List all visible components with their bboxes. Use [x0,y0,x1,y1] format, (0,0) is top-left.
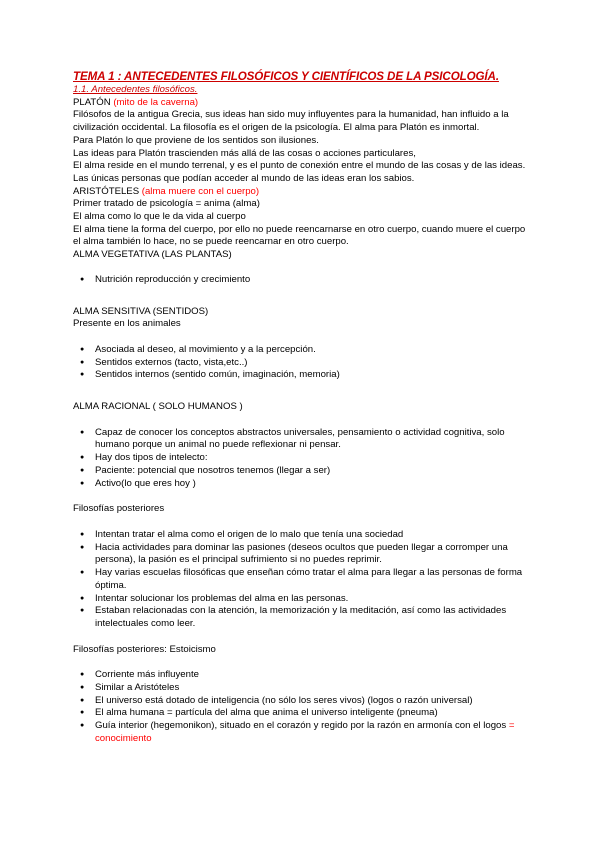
list-item: ● Intentan tratar el alma como el origen de lo malo que tenía una sociedad [73,529,533,542]
list-item: ● Sentidos externos (tacto, vista,etc..) [73,357,533,370]
aristoteles-heading [73,186,533,199]
platon-paragraph: El alma reside en el mundo terrenal, y es el punto de conexión entre el mundo de las cosas y de las ideas. [73,160,526,172]
list-item: ● Activo(lo que eres hoy ) [73,478,533,491]
platon-heading [73,97,533,110]
list-item: ● Intentar solucionar los problemas del alma en las personas. [73,593,533,606]
vegetativa-heading: ALMA VEGETATIVA (LAS PLANTAS) [73,249,232,261]
sensitiva-heading: ALMA SENSITIVA (SENTIDOS) [73,305,209,317]
platon-paragraph: Para Platón lo que proviene de los sentidos son ilusiones. [73,134,319,146]
list-item: ● Capaz de conocer los conceptos abstractos universales, pensamiento o actividad cognitiva, solo humano porque un animal no puede reflexionar ni pensar. [73,427,533,452]
sensitiva-list [73,344,533,382]
section-subtitle: 1.1. Antecedentes filosóficos. [73,84,198,95]
conocimiento-highlight: = conocimiento [95,720,515,744]
vegetativa-list [73,274,533,287]
posteriores-heading: Filosofías posteriores [73,503,165,515]
document-title: TEMA 1 : ANTECEDENTES FILOSÓFICOS Y CIENTÍFICOS DE LA PSICOLOGÍA. [73,70,499,83]
posteriores-list [73,529,533,631]
list-item: ● Estaban relacionadas con la atención, la memorización y la meditación, así como las actividades intelectuales como leer. [73,605,533,630]
estoicismo-list [73,669,533,745]
list-item: ● Paciente: potencial que nosotros tenemos (llegar a ser) [73,465,533,478]
platon-name: PLATÓN [73,96,111,108]
aristoteles-name: ARISTÓTELES [73,185,140,197]
aristoteles-note: (alma muere con el cuerpo) [141,185,260,197]
list-item: ● Asociada al deseo, al movimiento y a la percepción. [73,344,533,357]
aristoteles-paragraph: El alma tiene la forma del cuerpo, por ello no puede reencarnarse en otro cuerpo, cuando muere el cuerpo el alma también lo hace, no se puede reencarnar en otro cuerpo. [73,223,526,248]
list-item: ● El universo está dotado de inteligencia (no sólo los seres vivos) (logos o razón universal) [73,695,533,708]
list-item: ● Sentidos internos (sentido común, imaginación, memoria) [73,369,533,382]
racional-list [73,427,533,491]
list-item-text: Guía interior (hegemonikon), situado en el corazón y regido por la razón en armonía con el logos [95,720,507,732]
list-item: ● Hay varias escuelas filosóficas que enseñan cómo tratar el alma para llegar a las personas de forma óptima. [73,567,533,592]
sensitiva-subheading: Presente en los animales [73,318,181,330]
list-item: ● Corriente más influyente [73,669,533,682]
list-item: ● Hacia actividades para dominar las pasiones (deseos ocultos que pueden llegar a corromper una persona), la pasión es el principal sufrimiento si no puedes reprimir. [73,542,533,567]
list-item: ● Hay dos tipos de intelecto: [73,452,533,465]
platon-paragraph: Las únicas personas que podían acceder al mundo de las ideas eran los sabios. [73,172,415,184]
list-item [73,720,533,745]
list-item: ● El alma humana = partícula del alma que anima el universo inteligente (pneuma) [73,707,533,720]
platon-paragraph: Filósofos de la antigua Grecia, sus ideas han sido muy influyentes para la humanidad, han influido a la civilización occidental. La filosofía es el origen de la psicología. El alma para Platón es inmortal. [73,109,509,134]
platon-note: (mito de la caverna) [113,96,199,108]
racional-heading: ALMA RACIONAL ( SOLO HUMANOS ) [73,401,243,413]
platon-paragraph: Las ideas para Platón trascienden más allá de las cosas o acciones particulares, [73,147,416,159]
aristoteles-paragraph: El alma como lo que le da vida al cuerpo [73,211,246,223]
aristoteles-paragraph: Primer tratado de psicología = anima (alma) [73,198,260,210]
list-item: ● Nutrición reproducción y crecimiento [73,274,533,287]
estoicismo-heading: Filosofías posteriores: Estoicismo [73,643,216,655]
list-item: ● Similar a Aristóteles [73,682,533,695]
document-page [73,70,533,746]
